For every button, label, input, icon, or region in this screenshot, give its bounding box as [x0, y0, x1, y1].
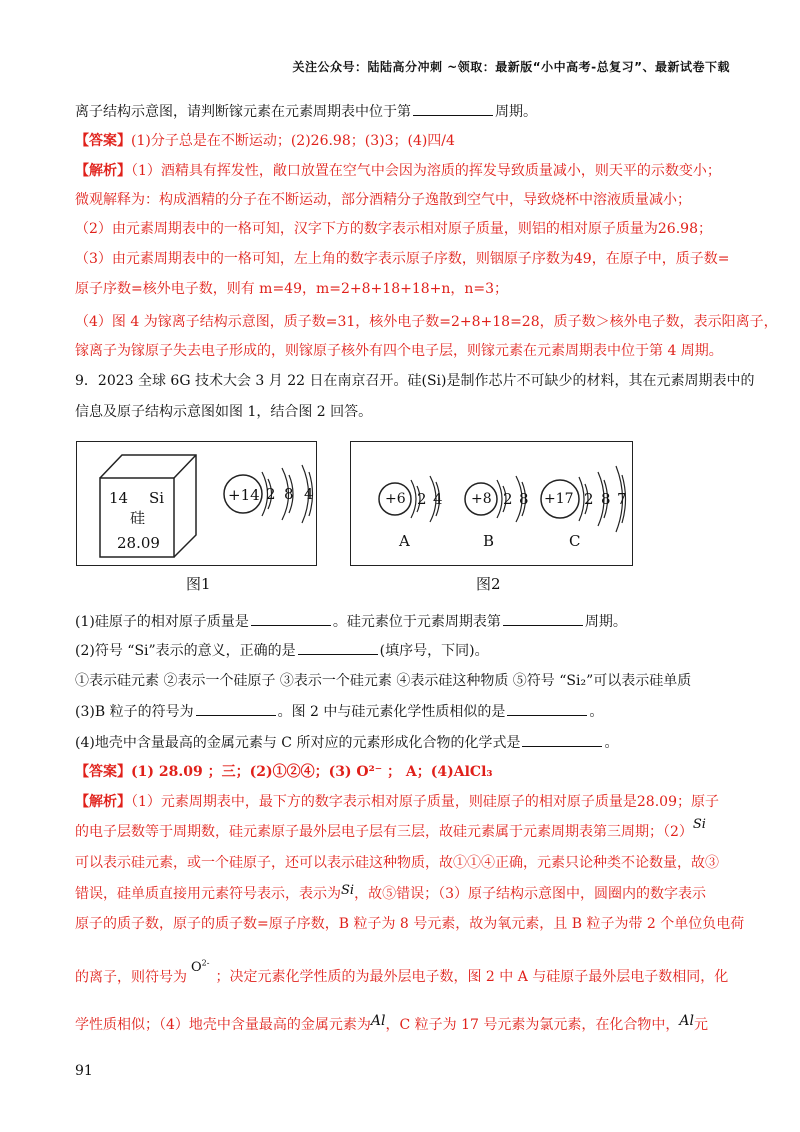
analysis-9-line: 学性质相似；（4）地壳中含量最高的金属元素为Al，C 粒子为 17 号元素为氯元素，在化合物中，Al元: [75, 1013, 708, 1033]
analysis-8-line: （4）图 4 为镓离子结构示意图，质子数=31，核外电子数=2+8+18=28，质子数＞核外电子数，表示阳离子，: [75, 314, 778, 330]
atomic-number: 14: [109, 489, 129, 507]
answer-blank: [251, 611, 331, 626]
oxide-ion-symbol: $O^{2-}$: [191, 959, 210, 976]
answer-blank: [522, 732, 602, 747]
question-9-stem: 9．2023 全球 6G 技术大会 3 月 22 日在南京召开。硅(Si)是制作芯片不可缺少的材料，其在元素周期表中的: [75, 373, 755, 389]
page-number: 91: [75, 1063, 93, 1079]
answer-blank: [413, 101, 493, 116]
shell-electrons: 4: [304, 485, 314, 503]
analysis-8-line: （2）由元素周期表中的一格可知，汉字下方的数字表示相对原子质量，则铝的相对原子质量为26.98；: [75, 221, 712, 237]
analysis-9-line: 的离子，则符号为$O^{2-}$；决定元素化学性质的为最外层电子数，图 2 中 A 与硅原子最外层电子数相同，化: [75, 959, 729, 986]
symbol-al: Al: [370, 1013, 386, 1029]
atom-c-nucleus: +17: [544, 491, 574, 507]
analysis-8-line: 镓离子为镓原子失去电子形成的，则镓原子核外有四个电子层，则镓元素在元素周期表中位于第 4 周期。: [75, 343, 723, 359]
symbol-si: Si: [692, 817, 706, 832]
atom-c-shell: 7: [617, 490, 627, 508]
figure-1-caption: 图1: [186, 575, 211, 593]
atom-b-label: B: [483, 532, 495, 550]
analysis-9-line: 的电子层数等于周期数，硅元素原子最外层电子层有三层，故硅元素属于元素周期表第三周期；（2）Si: [75, 817, 706, 840]
sub-question-3: (3)B 粒子的符号为 。图 2 中与硅元素化学性质相似的是 。: [75, 701, 603, 722]
analysis-9-line: 原子的质子数，原子的质子数=原子序数，B 粒子为 8 号元素，故为氧元素，且 B 粒子为带 2 个单位负电荷: [75, 916, 745, 932]
answer-8: 【答案】(1)分子总是在不断运动；(2)26.98；(3)3；(4)四/4: [75, 133, 455, 149]
answer-blank: [196, 701, 276, 716]
symbol-si: Si: [341, 883, 355, 898]
atom-a-label: A: [399, 532, 410, 550]
shell-electrons: 8: [284, 485, 294, 503]
analysis-9-line: 错误，硅单质直接用元素符号表示，表示为Si，故⑤错误；（3）原子结构示意图中，圆圈内的数字表示: [75, 883, 706, 902]
page-header: 关注公众号：陆陆高分冲刺 ~领取：最新版“小中高考-总复习”、最新试卷下载: [292, 60, 730, 74]
atom-b-nucleus: +8: [471, 491, 492, 507]
answer-9: 【答案】(1) 28.09 ；三；(2)①②④；(3) O²⁻ ； A；(4)AlCl₃: [75, 764, 493, 780]
answer-blank: [298, 640, 378, 655]
nucleus-charge: +14: [228, 486, 260, 504]
analysis-8-line: 原子序数=核外电子数，则有 m=49，m=2+8+18+18+n，n=3；: [75, 281, 509, 297]
element-name: 硅: [130, 509, 146, 527]
atom-b-shell: 8: [519, 490, 529, 508]
element-symbol: Si: [149, 489, 165, 507]
question-9-stem: 信息及原子结构示意图如图 1，结合图 2 回答。: [75, 404, 373, 420]
atom-a-shell: 2: [417, 490, 427, 508]
analysis-8-line: 微观解释为：构成酒精的分子在不断运动，部分酒精分子逸散到空气中，导致烧杯中溶液质量减小；: [75, 192, 691, 208]
analysis-9-line: 可以表示硅元素，或一个硅原子，还可以表示硅这种物质，故①①④正确，元素只论种类不论数量，故③: [75, 855, 719, 871]
options-line: ①表示硅元素 ②表示一个硅原子 ③表示一个硅元素 ④表示硅这种物质 ⑤符号 “Si₂”可以表示硅单质: [75, 673, 692, 689]
shell-electrons: 2: [266, 485, 276, 503]
analysis-8-line: （3）由元素周期表中的一格可知，左上角的数字表示原子序数，则铟原子序数为49，在原子中，质子数=: [75, 251, 730, 267]
symbol-al: Al: [679, 1013, 694, 1029]
answer-blank: [507, 701, 587, 716]
atom-c-shell: 8: [601, 490, 611, 508]
sub-question-4: (4)地壳中含量最高的金属元素与 C 所对应的元素形成化合物的化学式是 。: [75, 732, 618, 753]
figure-1: [76, 441, 317, 566]
atom-b-shell: 2: [503, 490, 513, 508]
figure-2: [350, 441, 633, 566]
atomic-mass: 28.09: [117, 534, 160, 552]
analysis-9-line: 【解析】（1）元素周期表中，最下方的数字表示相对原子质量，则硅原子的相对原子质量是28.09；原子: [75, 794, 719, 810]
atom-c-label: C: [569, 532, 581, 550]
atom-a-shell: 4: [433, 490, 443, 508]
atom-a-nucleus: +6: [385, 491, 406, 507]
atom-c-shell: 2: [584, 490, 594, 508]
intro-line: 离子结构示意图，请判断镓元素在元素周期表中位于第 周期。: [75, 101, 537, 122]
sub-question-1: (1)硅原子的相对原子质量是 。硅元素位于元素周期表第 周期。: [75, 611, 627, 632]
analysis-8-line: 【解析】（1）酒精具有挥发性，敞口放置在空气中会因为溶质的挥发导致质量减小，则天平的示数变小；: [75, 163, 721, 179]
answer-blank: [503, 611, 583, 626]
sub-question-2: (2)符号 “Si”表示的意义，正确的是 (填序号，下同)。: [75, 640, 489, 661]
figure-2-caption: 图2: [476, 575, 501, 593]
